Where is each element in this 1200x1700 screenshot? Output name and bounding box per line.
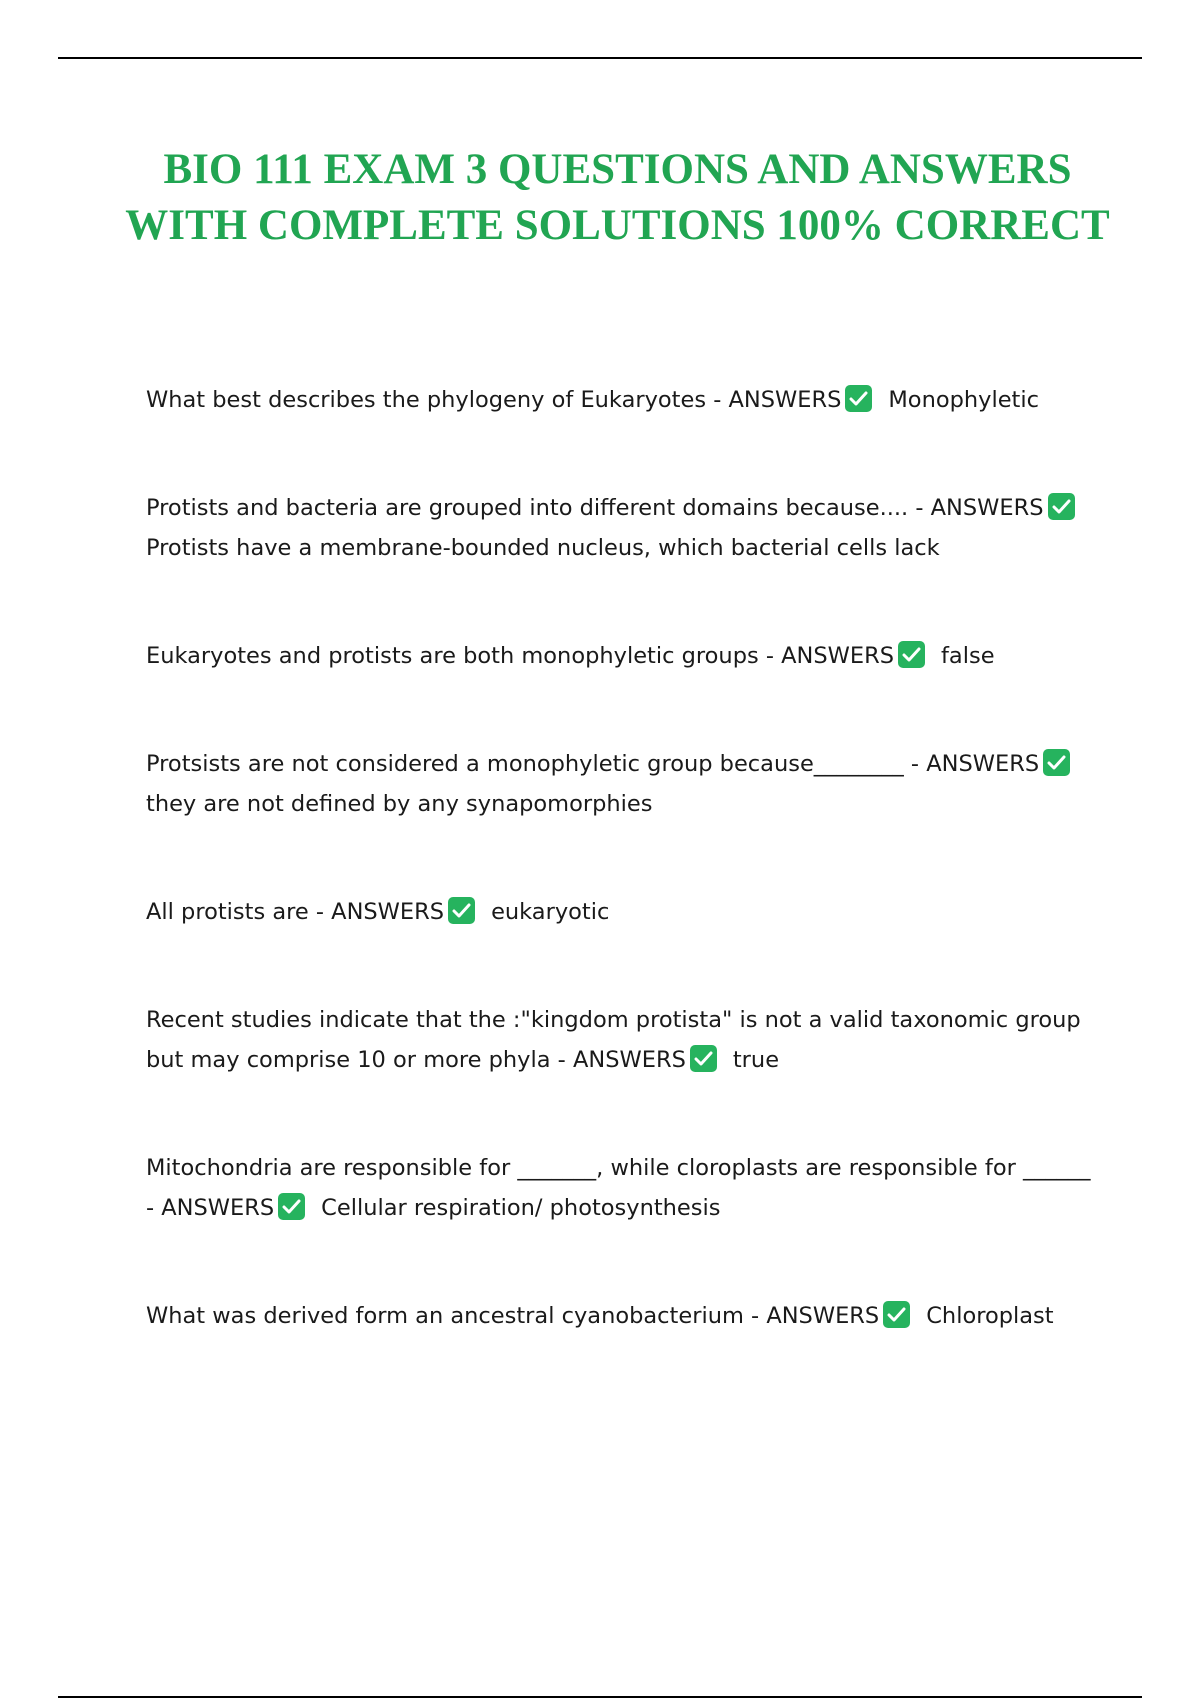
answer-text: Chloroplast xyxy=(926,1303,1054,1329)
qa-item xyxy=(146,380,1096,420)
qa-item xyxy=(146,744,1096,824)
check-icon xyxy=(448,897,475,924)
document-title: BIO 111 EXAM 3 QUESTIONS AND ANSWERS WITH COMPLETE SOLUTIONS 100% CORRECT xyxy=(125,146,1110,249)
check-icon xyxy=(898,641,925,668)
qa-item xyxy=(146,636,1096,676)
answers-label: ANSWERS xyxy=(161,1195,275,1221)
qa-item xyxy=(146,892,1096,932)
answer-text: Protists have a membrane-bounded nucleus, which bacterial cells lack xyxy=(146,535,940,561)
answer-text: false xyxy=(941,643,995,669)
question-text: Recent studies indicate that the :"kingdom protista" is not a valid taxonomic group but may comprise 10 or more phyla - xyxy=(146,1007,1081,1073)
answers-label: ANSWERS xyxy=(766,1303,880,1329)
answers-label: ANSWERS xyxy=(781,643,895,669)
question-text: Mitochondria are responsible for _______, while cloroplasts are responsible for ______ - xyxy=(146,1155,1091,1221)
answers-label: ANSWERS xyxy=(331,899,445,925)
qa-item xyxy=(146,1296,1096,1336)
answers-label: ANSWERS xyxy=(728,387,842,413)
qa-list xyxy=(146,380,1096,1404)
answers-label: ANSWERS xyxy=(930,495,1044,521)
answer-text: eukaryotic xyxy=(491,899,610,925)
answers-label: ANSWERS xyxy=(926,751,1040,777)
question-text: Eukaryotes and protists are both monophyletic groups - xyxy=(146,643,774,669)
check-icon xyxy=(1043,749,1070,776)
answer-text: true xyxy=(732,1047,780,1073)
qa-item xyxy=(146,488,1096,568)
question-text: What was derived form an ancestral cyanobacterium - xyxy=(146,1303,760,1329)
answer-text: Monophyletic xyxy=(888,387,1039,413)
question-text: Protsists are not considered a monophyletic group because________ - xyxy=(146,751,920,777)
qa-item xyxy=(146,1000,1096,1080)
check-icon xyxy=(278,1193,305,1220)
bottom-rule xyxy=(58,1696,1142,1698)
check-icon xyxy=(883,1301,910,1328)
answer-text: they are not defined by any synapomorphies xyxy=(146,791,653,817)
check-icon xyxy=(1048,493,1075,520)
check-icon xyxy=(690,1045,717,1072)
answer-text: Cellular respiration/ photosynthesis xyxy=(321,1195,721,1221)
question-text: All protists are - xyxy=(146,899,325,925)
question-text: What best describes the phylogeny of Eukaryotes - xyxy=(146,387,722,413)
top-rule xyxy=(58,57,1142,59)
question-text: Protists and bacteria are grouped into different domains because.... - xyxy=(146,495,924,521)
qa-item xyxy=(146,1148,1096,1228)
answers-label: ANSWERS xyxy=(572,1047,686,1073)
check-icon xyxy=(845,385,872,412)
